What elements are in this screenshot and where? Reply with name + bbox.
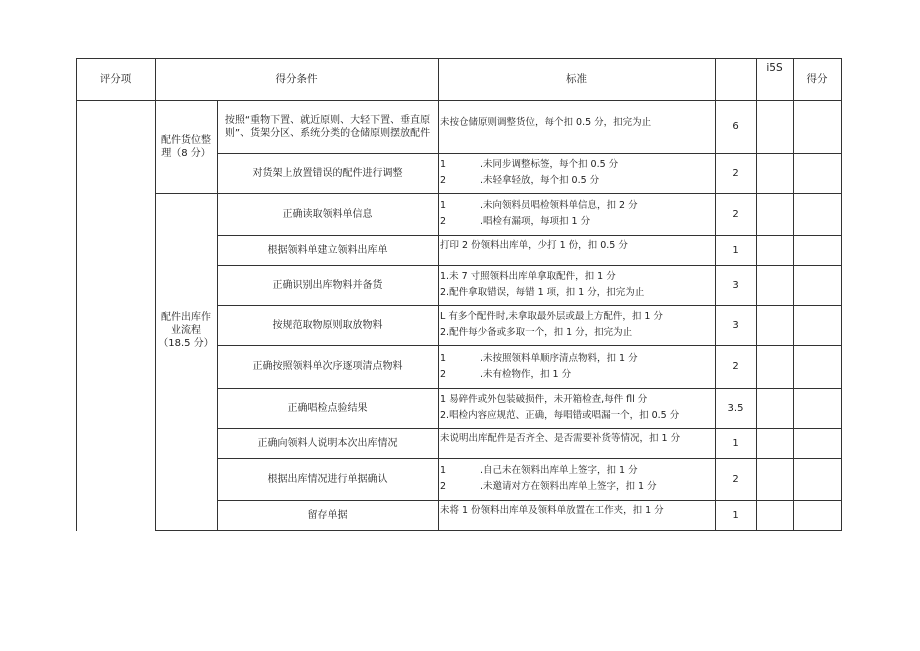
table-rule bbox=[756, 58, 757, 531]
condition-cell: 正确按照领料单次序逐项清点物料 bbox=[252, 361, 403, 372]
standard-line bbox=[440, 200, 714, 213]
standard-line-text: .未向领料员唱检领料单信息，扣 2 分 bbox=[480, 200, 638, 211]
table-rule bbox=[76, 58, 77, 531]
table-rule bbox=[217, 100, 218, 531]
standard-line-text: .未轻拿轻放，每个扣 0.5 分 bbox=[480, 175, 600, 186]
standard-line-text: .未按照领料单顺序清点物料，扣 1 分 bbox=[480, 352, 638, 364]
standard-line-text: 1.未 7 寸照领料出库单拿取配件，扣 1 分 bbox=[440, 271, 616, 282]
standard-line-text: 2.唱检内容应规范、正确，每唱错或唱漏一个，扣 0.5 分 bbox=[440, 410, 680, 421]
standard-line-text: .未同步调整标签，每个扣 0.5 分 bbox=[480, 159, 619, 170]
header-standard: 标准 bbox=[566, 72, 587, 85]
points-cell: 2 bbox=[732, 167, 739, 179]
standard-line bbox=[440, 287, 714, 300]
standard-line-text: 打印 2 份领料出库单，少打 1 份，扣 0.5 分 bbox=[440, 240, 628, 251]
standard-line-number: 2 bbox=[440, 368, 447, 380]
header-condition: 得分条件 bbox=[275, 72, 318, 85]
standard-line-text: 未按仓储原则调整货位，每个扣 0.5 分，扣完为止 bbox=[440, 116, 652, 128]
group-label: 配件出库作业流程（18.5 分） bbox=[158, 312, 214, 349]
table-rule bbox=[217, 530, 842, 531]
condition-cell: 按照“重物下置、就近原则、大轻下置、垂直原则”、货架分区、系统分类的仓储原则摆放配件 bbox=[224, 114, 431, 139]
header-score: 得分 bbox=[806, 72, 828, 85]
header-item: 评分项 bbox=[99, 72, 132, 85]
group-label: 配件货位整理（8 分） bbox=[161, 134, 211, 159]
standard-line-number: 2 bbox=[440, 481, 447, 492]
points-cell: 6 bbox=[732, 121, 739, 132]
standard-line-number: 1 bbox=[440, 159, 447, 170]
condition-cell: 根据出库情况进行单据确认 bbox=[267, 473, 388, 485]
condition-cell: 留存单据 bbox=[307, 509, 348, 521]
standard-line-text: 未说明出库配件是否齐全、是否需要补货等情况，扣 1 分 bbox=[440, 433, 681, 444]
table-rule bbox=[155, 193, 218, 194]
standard-line bbox=[440, 327, 714, 340]
condition-cell: 正确识别出库物料并备货 bbox=[272, 279, 383, 291]
standard-line bbox=[440, 394, 714, 407]
condition-cell: 对货架上放置错误的配件进行调整 bbox=[252, 167, 403, 179]
standard-line bbox=[440, 369, 714, 382]
standard-line bbox=[440, 433, 714, 446]
condition-cell: 按规范取物原则取放物料 bbox=[272, 319, 383, 331]
standard-line-number: 1 bbox=[440, 200, 447, 211]
standard-line-text: L 有多个配件时,未拿取最外层或最上方配件，扣 1 分 bbox=[440, 311, 663, 322]
points-cell: 2 bbox=[732, 361, 739, 372]
standard-line-text: 未将 1 份领料出库单及领料单放置在工作夹，扣 1 分 bbox=[440, 505, 664, 516]
condition-cell: 根据领料单建立领料出库单 bbox=[267, 244, 388, 256]
standard-line bbox=[440, 271, 714, 284]
standard-line-text: .未邀请对方在领料出库单上签字，扣 1 分 bbox=[480, 481, 657, 492]
points-cell: 1 bbox=[732, 437, 739, 449]
table-rule bbox=[438, 58, 439, 531]
condition-cell: 正确向领料人说明本次出库情况 bbox=[257, 437, 398, 449]
standard-line-text: .唱检有漏项，每项扣 1 分 bbox=[480, 216, 591, 227]
standard-line-text: .未有检物作，扣 1 分 bbox=[480, 368, 572, 380]
points-cell: 1 bbox=[732, 244, 739, 256]
standard-line bbox=[440, 240, 714, 253]
standard-line bbox=[440, 505, 714, 518]
points-cell: 3.5 bbox=[727, 402, 744, 414]
standard-line-text: .自己未在领料出库单上签字，扣 1 分 bbox=[480, 465, 638, 476]
standard-line-text: 1 易碎件或外包装破损件，未开箱检查,每件 fll 分 bbox=[440, 394, 648, 405]
standard-line bbox=[440, 311, 714, 324]
points-cell: 3 bbox=[732, 279, 739, 291]
table-rule bbox=[155, 58, 156, 531]
standard-line bbox=[440, 410, 714, 423]
table-rule bbox=[841, 58, 842, 531]
standard-line-text: 2.配件拿取错误，每错 1 项，扣 1 分，扣完为止 bbox=[440, 287, 645, 298]
standard-line-number: 1 bbox=[440, 352, 447, 364]
standard-line-number: 1 bbox=[440, 465, 447, 476]
standard-line bbox=[440, 216, 714, 229]
points-cell: 2 bbox=[732, 208, 739, 220]
points-cell: 1 bbox=[732, 509, 739, 521]
standard-line bbox=[440, 117, 714, 130]
standard-line-number: 2 bbox=[440, 216, 447, 227]
table-rule bbox=[155, 530, 218, 531]
standard-line bbox=[440, 175, 714, 188]
points-cell: 3 bbox=[732, 319, 739, 331]
standard-line bbox=[440, 159, 714, 172]
header-i5s: i5S bbox=[766, 61, 783, 74]
standard-line bbox=[440, 481, 714, 494]
condition-cell: 正确读取领料单信息 bbox=[282, 208, 373, 220]
condition-cell: 正确唱检点验结果 bbox=[287, 402, 368, 414]
standard-line-number: 2 bbox=[440, 175, 447, 186]
standard-line bbox=[440, 353, 714, 366]
table-rule bbox=[793, 58, 794, 531]
points-cell: 2 bbox=[732, 473, 739, 485]
standard-line bbox=[440, 465, 714, 478]
standard-line-text: 2.配件每少备或多取一个，扣 1 分，扣完为止 bbox=[440, 327, 633, 338]
